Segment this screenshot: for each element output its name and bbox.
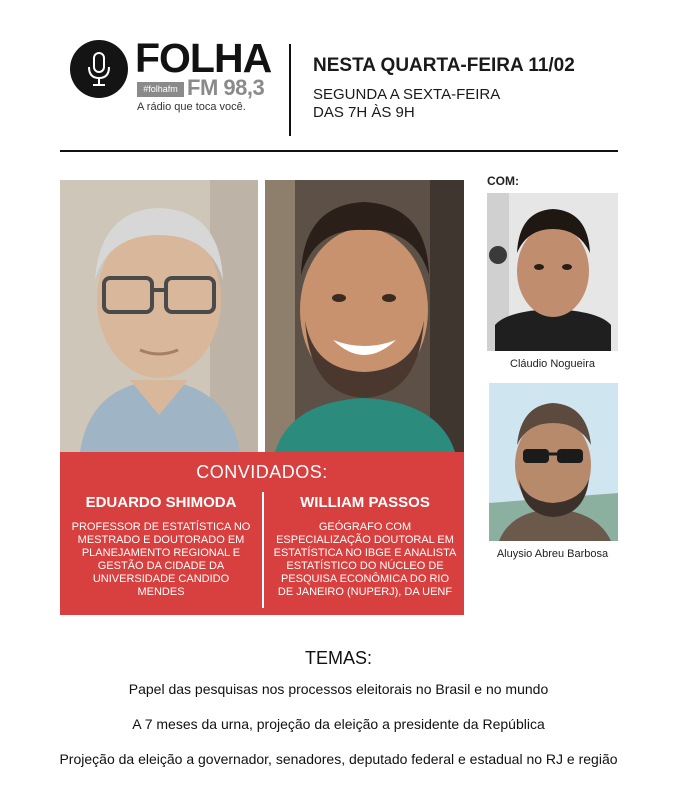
headline: NESTA QUARTA-FEIRA 11/02 xyxy=(313,55,575,76)
host-photo-aluysio xyxy=(489,383,618,541)
schedule-hours: DAS 7H ÀS 9H xyxy=(313,104,415,121)
topic-item: Projeção da eleição a governador, senadores, deputado federal e estadual no RJ e região xyxy=(59,751,618,767)
brand-logo-text: FOLHA xyxy=(135,35,272,81)
guest-name: WILLIAM PASSOS xyxy=(300,494,430,511)
schedule xyxy=(313,86,500,122)
guest-description: PROFESSOR DE ESTATÍSTICA NO MESTRADO E DOUTORADO EM PLANEJAMENTO REGIONAL E GESTÃO DA CIDADE DA UNIVERSIDADE CANDIDO MENDES xyxy=(71,521,251,598)
guests-divider xyxy=(262,492,264,608)
guests-panel xyxy=(60,452,464,615)
microphone-icon xyxy=(70,40,128,98)
guests-title: CONVIDADOS: xyxy=(196,462,328,482)
header-horizontal-divider xyxy=(60,150,618,152)
guest-photo-eduardo xyxy=(60,180,258,452)
slogan: A rádio que toca você. xyxy=(137,101,246,113)
guest-photo-william xyxy=(265,180,464,452)
guest-description: GEÓGRAFO COM ESPECIALIZAÇÃO DOUTORAL EM ESTATÍSTICA NO IBGE E ANALISTA ESTATÍSTICO DO NÚCLEO DE PESQUISA ECONÔMICA DO RIO DE JANEIRO (NUPERJ), DA UENF xyxy=(273,521,457,598)
schedule-days: SEGUNDA A SEXTA-FEIRA xyxy=(313,86,501,103)
topics-title: TEMAS: xyxy=(304,648,372,668)
frequency-label: FM 98,3 xyxy=(187,75,265,100)
host-photo-claudio xyxy=(487,193,618,351)
host-caption: Aluysio Abreu Barbosa xyxy=(496,548,609,560)
hosts-label: COM: xyxy=(487,174,519,188)
guest-name: EDUARDO SHIMODA xyxy=(85,494,237,511)
host-caption: Cláudio Nogueira xyxy=(510,358,595,370)
topic-item: Papel das pesquisas nos processos eleitorais no Brasil e no mundo xyxy=(128,681,549,697)
header-vertical-divider xyxy=(289,44,291,136)
hashtag-badge: #folhafm xyxy=(137,82,184,97)
topic-item: A 7 meses da urna, projeção da eleição a presidente da República xyxy=(132,716,545,732)
